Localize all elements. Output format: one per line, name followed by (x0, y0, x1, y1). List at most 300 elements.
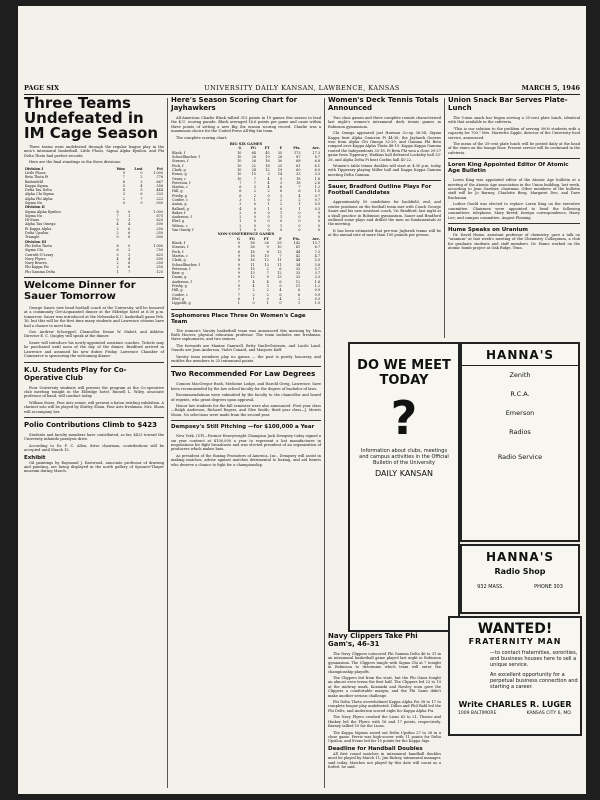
table-cell: 6 (128, 231, 131, 236)
table-cell: 1 (267, 202, 270, 207)
article-text: The Kappa Sigmas nosed out Delta Upsilon 27 to 26 in a close game. Ferris was high-scorer with 11 points for Delta Upsilon, and Evans led for 10 points for the Kappa Sigs. (328, 730, 441, 744)
table-cell: .444 (155, 188, 163, 193)
table-cell: 13 (277, 275, 282, 280)
table-cell: 2 (116, 226, 119, 231)
table-cell: Beta Theta Pi (25, 175, 49, 180)
table-cell: 6.7 (314, 245, 320, 250)
table-cell: Sigma Chi (25, 248, 43, 253)
table-cell: .125 (155, 269, 163, 274)
table-cell: 0 (280, 219, 283, 224)
table-cell: 7 (237, 288, 240, 293)
table-cell: 4.7 (314, 253, 320, 258)
table-cell: 0 (253, 228, 256, 233)
table-cell: 18 (296, 176, 301, 181)
table-header-cell: Pts. (292, 236, 301, 241)
column-3-lower (328, 632, 441, 771)
table-cell: 45 (265, 150, 270, 155)
table-cell: Frisby, g (172, 284, 187, 289)
table-cell: 42 (295, 253, 301, 258)
table-cell: 0 (267, 219, 270, 224)
page-number: PAGE SIX (24, 84, 60, 92)
table-cell: 7 (116, 213, 119, 218)
table-cell: 18 (250, 249, 255, 254)
ad-headline: HANNA'S (462, 344, 578, 366)
table-cell: 4 (252, 284, 255, 289)
ad-body: An excellent opportunity for a perpetual business connection and starting a career. (490, 671, 578, 691)
table-header-cell: G (238, 146, 242, 151)
table-cell: 87 (296, 155, 301, 160)
table-cell: .778 (155, 175, 163, 180)
table-cell: 15.7 (312, 241, 320, 246)
table-cell: 3 (266, 284, 269, 289)
table-cell: 16 (250, 258, 255, 263)
column-1 (24, 96, 164, 476)
article-text: Recommendations were submitted by the faculty to the chancellor and board of regents, who grant degrees upon approval. (171, 393, 321, 402)
table-cell: 26 (264, 241, 269, 246)
table-cell: 0 (253, 215, 256, 220)
table-cell: 9 (122, 170, 125, 175)
table-cell: 2 (266, 292, 269, 297)
table-header-cell: F (279, 236, 282, 241)
table-cell: 8 (266, 249, 269, 254)
table-cell: 6 (279, 292, 282, 297)
table-cell: 33 (296, 172, 301, 177)
table-cell: 2 (266, 288, 269, 293)
table-cell: Sigma Alpha Epsilon (25, 209, 61, 214)
division-label: Division II (25, 205, 45, 210)
table-cell: 2 (280, 198, 283, 202)
table-header-cell: G (237, 236, 240, 241)
table-cell: 1 (297, 301, 301, 306)
article-text: Two class games and three complete rounds characterized last night's women's intramural deck tennis games in Robinson gymnasium. (328, 116, 441, 129)
ad-address: 932 MASS. (477, 584, 504, 590)
table-cell: Kappa Sigma (25, 183, 48, 188)
ad-address: 1009 BALTIMORE (458, 711, 497, 717)
table-cell: 0 (252, 301, 255, 306)
headline-hume: Hume Speaks on Uranium (448, 226, 529, 233)
table-cell: Baker, f (172, 210, 186, 215)
article-text: The Clippers led from the start, but the Phi Gams fought an almost even terms the first half. The Clippers led 22 to 19 at the midway mark. Kozmiski and Rowley soon gave the Clippers a comfortable margin, and the Phi Gams didn't make another serious challenge. (328, 676, 441, 698)
table-cell: 0 (298, 210, 301, 215)
table-cell: 12 (277, 271, 282, 276)
table-cell: Delta Tau Delta (25, 188, 52, 193)
table-cell: 7 (128, 269, 131, 274)
table-cell: Frisby, g (172, 193, 187, 198)
table-cell: 16 (265, 159, 270, 164)
table-header-cell: F (279, 146, 283, 151)
table-cell: 10 (237, 159, 242, 164)
table-header-cell: FT (263, 236, 269, 241)
table-cell: 9 (237, 266, 240, 271)
table-cell: 1 (116, 269, 119, 274)
article-text: The women's Varsity basketball team was announced this morning by Miss Ruth Hoover, physical education professor. The team includes one freshman, three sophomores, and two seniors. (171, 328, 321, 342)
table-cell: 8 (116, 243, 119, 248)
table-cell: 0 (253, 206, 256, 211)
table-cell: .625 (155, 218, 163, 223)
article-text: Honor law students for the fall semester were also announced. First year class—Ralph Anderson, Richard Rogers, and Glee Smith; third year class—J. Morris Moon. No selections were made from the second year. (171, 404, 321, 417)
ad-item: Radios (509, 428, 531, 436)
table-cell: 0 (267, 193, 270, 198)
table-cell: 2 (280, 202, 283, 207)
table-cell: 10 (277, 245, 282, 250)
ad-body: Information about clubs, meetings and campus activities in the Official Bulletin of the University (359, 448, 449, 467)
table-cell: 64 (251, 150, 256, 155)
table-cell: 4 (239, 206, 242, 211)
table-cell: 7 (122, 175, 125, 180)
table-cell: 10 (237, 172, 242, 177)
article-text: Comora MacGregor Rush, Medicine Lodge, and Harold Greig, Lawrence, have been recommended by the law school faculty for the degree of bachelor of laws. (171, 382, 321, 391)
table-cell: 33 (295, 275, 301, 280)
table-header-cell: Pts. (293, 146, 301, 151)
table-cell: 10 (237, 167, 242, 172)
ad-headline: HANNA'S (485, 550, 555, 564)
article-text: Oil paintings by Raymond J. Eastwood, associate professor of drawing and painting, are being displayed in the north gallery of Spooner-Thayer museum during March. (24, 460, 164, 474)
headline-ku-students: K.U. Students Play for Co-Operative Club (24, 365, 127, 382)
table-cell: 29 (277, 241, 282, 246)
table-cell: 33 (295, 271, 301, 276)
table-cell: 1 (253, 198, 256, 202)
table-cell: 26 (250, 245, 255, 250)
table-cell: 2 (252, 292, 255, 297)
table-cell: 0 (128, 209, 131, 214)
table-cell: 3.3 (314, 172, 320, 177)
article-text: Students and faculty members have contributed, so far, $423 toward the University infantile paralysis drive. (24, 432, 164, 442)
table-cell: 2.6 (314, 180, 320, 185)
headline-sophomores: Sophomores Place Three On Women's Cage Team (171, 312, 306, 325)
table-cell: 6.0 (314, 167, 320, 172)
headline-loren-king: Loren King Appointed Editor Of Atomic Age Bulletin (448, 162, 569, 175)
ad-item: Emerson (505, 409, 535, 417)
table-cell: 25 (277, 163, 283, 168)
table-cell: 6 (280, 185, 283, 190)
table-cell: Ebel, g (172, 219, 185, 224)
headline-sauer-bradford: Sauer, Bradford Outline Plays For Football Candidates (328, 184, 432, 197)
table-cell: 10 (237, 163, 242, 168)
hannas-radio-ad (460, 342, 580, 542)
table-cell: 0 (317, 215, 320, 220)
big-six-scoring-table (171, 146, 321, 232)
table-cell: 7 (237, 292, 240, 297)
table-cell: 22 (251, 163, 256, 168)
table-cell: 0 (298, 215, 301, 220)
table-cell: 8.7 (314, 155, 320, 160)
table-cell: 68 (296, 159, 301, 164)
article-text: New York, (UP)—Former Heavyweight Champion Jack Dempsey today signed a six year contract at $100,000 a year to represent a hat manufacturer in negotiations for fight broadcasts and was elected president of an organization of producers which makes hats. (171, 434, 321, 452)
article-text: Dr. David Hume, assistant professor of chemistry, gave a talk on "uranium" at last week's meeting of the Chemistry Colloquium, a club for graduate students and staff members. Dr. Hume worked on the atomic bomb project at Oak Ridge, Tenn. (448, 232, 580, 251)
table-cell: 0 (280, 206, 283, 211)
table-cell: 5 (116, 252, 119, 257)
table-cell: 1 (237, 301, 240, 306)
table-cell: 61 (296, 163, 301, 168)
table-cell: .250 (155, 265, 163, 270)
table-cell: Anderson, f (172, 279, 192, 284)
article-text: According to Dr. F. C. Allen, drive chairman, contributions will be accepted until March 15. (24, 443, 164, 453)
table-cell: 3 (267, 172, 270, 177)
table-cell: 9 (280, 176, 283, 181)
article-text: Phi Delta Theta overwhelmed Kappa Alpha Psi 38 to 17 to complete league play undefeated. Dillon and Phil Bahl led the Phi Delts, and Anderson scored eight for Kappa Alpha Psi. (328, 700, 441, 713)
table-cell: 18 (265, 163, 270, 168)
table-cell: 6 (279, 266, 282, 271)
table-cell: .750 (155, 248, 163, 253)
table-cell: 11 (277, 262, 282, 267)
table-cell: 7 (298, 185, 301, 190)
headline-snack-bar: Union Snack Bar Serves Plate-Lunch (448, 96, 568, 112)
table-cell: 6 (128, 265, 131, 270)
nonconference-scoring-table (171, 237, 321, 306)
ad-contact: Write CHARLES R. LUGER (458, 700, 572, 710)
table-cell: 3 (128, 252, 131, 257)
division-label: Division III (25, 239, 47, 244)
table-cell: Sigma Nu (25, 213, 43, 218)
table-cell: 15 (250, 266, 255, 271)
table-cell: 1 (267, 206, 270, 211)
table-cell: 1.000 (153, 209, 163, 214)
table-cell: 2 (116, 261, 119, 266)
table-cell: 16 (250, 253, 255, 258)
table-cell: 0 (267, 223, 270, 228)
table-cell: 2 (239, 210, 242, 215)
article-text: Approximately 50 candidates for backfield, end, and center positions on the football team met with Coach George Sauer and his new assistant coach, Vic Bradford, last night at a skull practice in Robinson gymnasium. Sauer and Bradford outlined some plays and drilled the men on fundamentals at the meeting. (328, 200, 441, 227)
table-cell: 1 (239, 228, 242, 233)
table-cell: .250 (155, 231, 163, 236)
issue-date: MARCH 5, 1946 (521, 84, 580, 92)
table-cell: Corder, c (172, 292, 188, 297)
article-text: The Navy Flyers crushed the Lions 62 to 21, Thorne and Hinkey led the Flyers with 16 and 17 points, respectively. Barney tallied 10 for the Lions. (328, 715, 441, 729)
table-cell: 4 (122, 188, 125, 193)
table-cell: 7 (237, 279, 240, 284)
table-cell: .556 (155, 183, 163, 188)
col-won: Won (116, 166, 125, 171)
table-cell: .625 (155, 252, 163, 257)
ad-city: KANSAS CITY 6, MO. (526, 711, 572, 717)
table-cell: Sigma Nu (25, 201, 43, 205)
table-cell: 7 (140, 196, 143, 201)
column-rule (444, 98, 445, 338)
table-cell: 1 (239, 219, 242, 224)
table-header-cell: FT (264, 146, 270, 151)
table-cell: 11 (277, 258, 282, 263)
table-cell: 3 (140, 179, 143, 184)
article-text: Four University students will present the program at the Co-operative club meeting tonight in the Eldridge hotel. Russell L. Wiley, associate professor of band, will conduct today. (24, 385, 164, 399)
table-cell: 15 (251, 172, 256, 177)
table-cell: 1 (266, 301, 269, 306)
table-header-cell: FG (250, 146, 256, 151)
table-cell: 3 (280, 193, 283, 198)
table-cell: 0 (267, 215, 270, 220)
table-cell: 0 (266, 296, 269, 301)
table-header-cell: FG (249, 236, 255, 241)
table-cell: 0.5 (314, 202, 320, 207)
column-4 (448, 96, 580, 253)
table-cell: 4 (298, 193, 301, 198)
table-cell: Battenfeld (25, 179, 43, 184)
table-cell: 2 (140, 175, 143, 180)
headline-navy-clippers: Navy Clippers Take Phi Gam's, 46-31 (328, 632, 418, 648)
table-cell: Hill, g (172, 288, 183, 293)
table-cell: 7 (253, 176, 256, 181)
table-cell: 4 (279, 296, 282, 301)
table-cell: 6 (237, 249, 240, 254)
table-cell: Geary, c (172, 176, 186, 181)
do-we-meet-today-ad (348, 342, 460, 632)
table-cell: Wilson, c (172, 223, 188, 228)
standings-division-3 (24, 240, 164, 274)
table-cell: 3.7 (314, 271, 320, 276)
table-cell: 19 (277, 167, 283, 172)
table-cell: Peck, f (172, 249, 184, 254)
table-cell: Clark, g (172, 167, 186, 172)
table-cell: 8 (116, 209, 119, 214)
table-cell: 3 (239, 198, 242, 202)
table-cell: 3 (122, 192, 125, 197)
table-cell: Alpha Chi Sigma (25, 192, 54, 197)
table-cell: 2 (116, 231, 119, 236)
table-cell: .667 (155, 179, 163, 184)
ad-headline: WANTED! (477, 621, 553, 637)
table-cell: 1.0 (314, 189, 320, 194)
table-cell: 1 (280, 215, 283, 220)
headline-deck-tennis: Women's Deck Tennis Totals Announced (328, 96, 439, 112)
article-text: All-American Charlie Black tallied 315 points in 19 games this season to lead the K.U. scoring parade. Black averaged 16.6 points per game and came within three points of setting a new Big Six season scoring record. Charlie was a unanimous choice for the United Press All-Big Six team. (171, 116, 321, 134)
table-cell: 10 (264, 253, 269, 258)
table-cell: 0 (122, 201, 125, 205)
table-cell: 4 (267, 176, 270, 181)
headline-scoring-chart: Here's Season Scoring Chart for Jayhawkers (171, 96, 298, 112)
table-cell: 9 (266, 275, 269, 280)
table-cell: 9 (266, 245, 269, 250)
ad-phone: PHONE 303 (534, 584, 563, 590)
table-cell: 28 (251, 155, 256, 160)
table-cell: 3 (128, 218, 131, 223)
table-cell: 58 (250, 241, 255, 246)
table-cell: Navy Braves (25, 261, 47, 266)
table-cell: .500 (155, 256, 163, 261)
ad-headline: DO WE MEET TODAY (357, 358, 451, 388)
wanted-fraternity-man-ad (448, 616, 582, 736)
table-cell: Schnellbacher, f (172, 262, 200, 267)
table-cell: Lippoldt, g (172, 301, 191, 306)
table-cell: Little Phoos (25, 170, 46, 175)
table-cell: Alpha Phi Alpha (25, 196, 53, 201)
table-cell: 8 (237, 258, 240, 263)
article-text: Varsity team members play no games — the post is purely honorary, and entitles the members to 25 intramural points. (171, 354, 321, 363)
table-cell: 4 (279, 288, 282, 293)
table-cell: 7 (253, 180, 256, 185)
article-text: It has been estimated that pre-war Jayhawk teams will be at the annual rate of more than 100 pounds per person. (328, 228, 441, 238)
column-3 (328, 96, 441, 240)
division-label: Division I (25, 166, 44, 171)
table-cell: 2 (122, 196, 125, 201)
table-cell: 12 (277, 249, 282, 254)
table-cell: .250 (155, 261, 163, 266)
table-cell: 2 (253, 189, 256, 194)
headline-three-teams: Three Teams Undefeated in IM Cage Season (24, 94, 159, 142)
paper-name: UNIVERSITY DAILY KANSAN, LAWRENCE, KANSAS (204, 84, 400, 92)
table-cell: Delta Upsilon (25, 231, 49, 236)
table-cell: 1 (298, 206, 301, 211)
table-cell: 6 (122, 179, 125, 184)
table-cell: 5 (140, 188, 143, 193)
standings-division-2 (24, 205, 164, 239)
table-cell: 26 (251, 159, 256, 164)
table-cell: Strauss, f (172, 159, 189, 164)
table-cell: 61 (295, 245, 301, 250)
table-row (24, 270, 164, 274)
table-cell: Hi-Stars (25, 218, 40, 223)
table-cell: .222 (155, 196, 163, 201)
table-cell: 14 (277, 172, 283, 177)
nonconference-title: NON-CONFERENCE GAMES (217, 232, 275, 237)
ad-item: R.C.A. (510, 390, 530, 398)
table-cell: 2 (239, 215, 242, 220)
table-cell: 2 (297, 296, 301, 301)
table-cell: .000 (155, 235, 163, 240)
table-cell: 6 (239, 193, 242, 198)
table-cell: 18 (296, 180, 301, 185)
table-cell: 12 (250, 275, 255, 280)
table-cell: Phi Gamma Delta (25, 269, 56, 274)
table-cell: .875 (155, 213, 163, 218)
table-cell: 10 (237, 150, 242, 155)
table-cell: 6 (239, 185, 242, 190)
table-cell: 0.3 (314, 206, 320, 211)
article-text: Sauer will introduce his newly-appointed assistant coaches. Tickets may be purchased until noon of the day of the dinner. Bradford arrived in Lawrence and assumed his new duties Friday. Lawrence Chamber of Commerce is sponsoring the welcoming dinner. (24, 340, 164, 359)
table-cell: 2 (116, 265, 119, 270)
article-text: Three teams went undefeated through the regular league play in the men's intramural basketball. Little Phoos, Sigma Alpha Epsilon, and Phi Delta Theta had perfect records. (24, 145, 164, 158)
table-cell: Evans, g (172, 172, 187, 177)
table-header-cell: Ave. (312, 146, 320, 151)
table-cell: 0 (317, 210, 320, 215)
table-cell: 3.7 (314, 266, 320, 271)
table-cell: 1.8 (314, 279, 320, 284)
article-text: George Sauer, new head football coach at the University, will be honored at a community Get-Acquainted dinner at the Eldridge hotel at 6:30 p.m. tomorrow. Sauer was introduced at the Nebraska-K.U. basketball game Feb. 16, but this will be the first time many students and Lawrence citizens have had a chance to meet him. (24, 306, 164, 328)
table-cell: 9 (237, 253, 240, 258)
table-cell: 5 (116, 218, 119, 223)
column-2 (171, 96, 321, 469)
question-mark-glyph: ? (390, 391, 418, 445)
table-cell: 6 (297, 288, 301, 293)
table-cell: Black, f (172, 150, 185, 155)
table-cell: 2 (266, 266, 269, 271)
table-cell: 2 (252, 288, 255, 293)
ad-subtitle: FRATERNITY MAN (468, 637, 562, 646)
big-six-title: BIG SIX GAMES (229, 142, 263, 147)
table-cell: 6 (297, 292, 301, 297)
table-cell: Ebel, g (172, 296, 185, 301)
table-cell: 4 (252, 279, 255, 284)
table-cell: 0 (279, 301, 282, 306)
article-text: The Navy Clippers outscored Phi Gamma Delta 46 to 31 in an intramural basketball game played last night in Robinson gymnasium. The Clippers tangle with Sigma Chi at 7 tonight in Robinson to determine which team will enter the championship playoffs. (328, 652, 441, 674)
table-cell: 4 (128, 256, 131, 261)
table-cell: 1 (280, 223, 283, 228)
table-cell: 0 (317, 219, 320, 224)
table-cell: 24 (251, 167, 256, 172)
table-cell: 35 (277, 150, 283, 155)
table-cell: 0.7 (314, 193, 320, 198)
table-cell: 12 (295, 279, 301, 284)
table-cell: 0 (267, 210, 270, 215)
table-cell: 0.9 (314, 288, 320, 293)
table-cell: 2 (239, 202, 242, 207)
table-cell: Peck, f (172, 163, 184, 168)
table-cell: Hill, g (172, 189, 183, 194)
table-cell: 2 (128, 248, 131, 253)
ad-kansan: DAILY KANSAN (375, 468, 433, 478)
table-cell: 8 (128, 235, 131, 240)
table-cell: 6 (279, 279, 282, 284)
table-cell: 44 (295, 249, 301, 254)
headline-dempsey: Dempsey's Still Pitching —for $100,000 a Year (171, 424, 315, 431)
